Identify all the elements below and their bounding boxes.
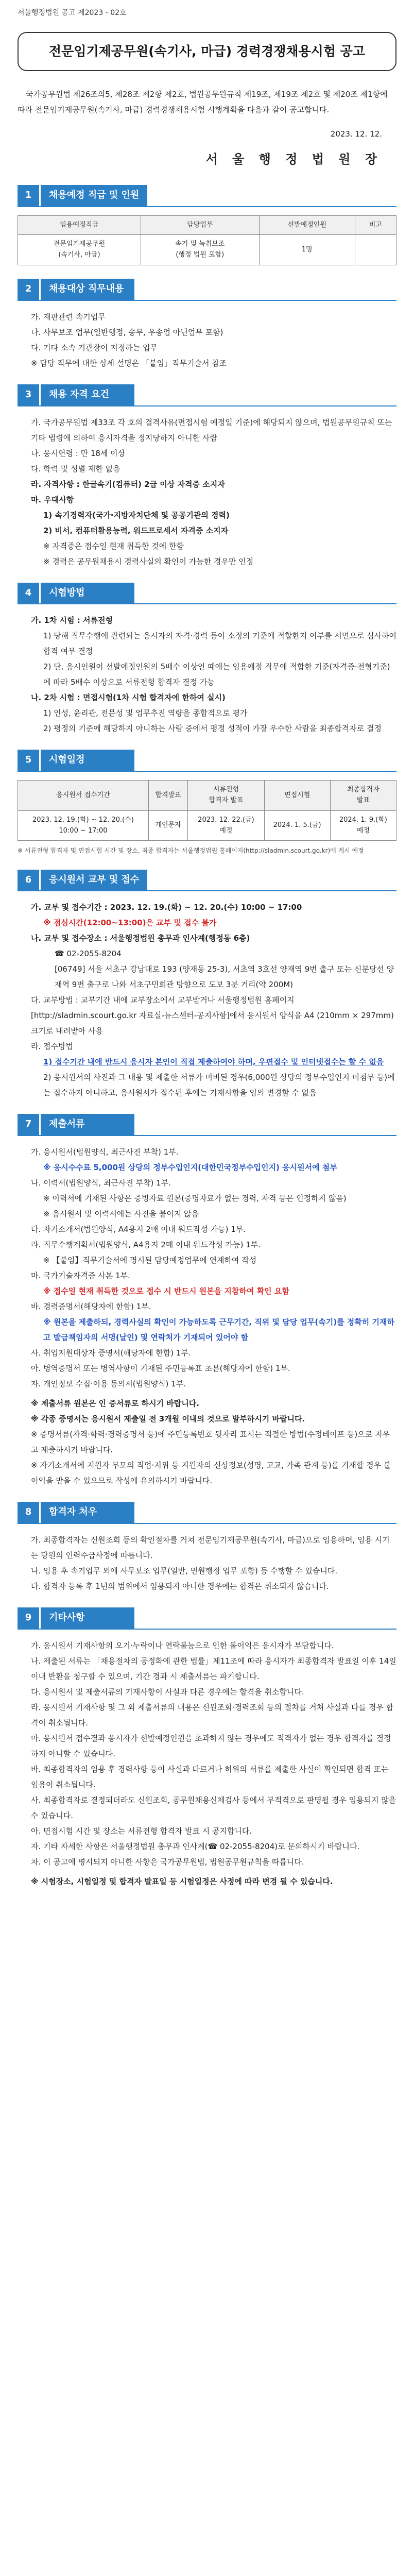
table-header: 최종합격자 발표 xyxy=(330,781,396,811)
list-item: 2) 평정의 기준에 해당하지 아니하는 사람 중에서 평정 성적이 가장 우수한 사람을 최종합격자로 결정 xyxy=(43,724,382,734)
section-title: 채용예정 직급 및 인원 xyxy=(39,185,147,206)
list-item: 나. 임용 후 속기업무 외에 사무보조 업무(일반, 민원행정 업무 포함) 등 수행할 수 있습니다. xyxy=(31,1566,338,1575)
application-list xyxy=(18,900,396,1100)
section-title: 기타사항 xyxy=(39,1607,134,1629)
treatment-list xyxy=(18,1532,396,1594)
duty-line: 가. 재판관련 속기업무 xyxy=(31,312,106,321)
list-item: 사. 취업지원대상자 증명서(해당자에 한함) 1부. xyxy=(31,1348,191,1358)
table-header: 합격발표 xyxy=(148,781,187,811)
table-header: 면접시험 xyxy=(264,781,330,811)
section-header-5 xyxy=(18,750,396,772)
section-number: 8 xyxy=(18,1502,39,1523)
list-item: 아. 병역증명서 또는 병역사항이 기재된 주민등록표 초본(해당자에 한함) 1부. xyxy=(31,1364,290,1374)
list-item: 마. 우대사항 xyxy=(31,495,74,504)
table-cell xyxy=(355,235,396,265)
list-item xyxy=(18,1392,396,1396)
list-item: 1) 인성, 윤리관, 전문성 및 업무추진 역량을 종합적으로 평가 xyxy=(43,708,248,718)
section-number: 4 xyxy=(18,583,39,604)
list-item: 라. 접수방법 xyxy=(31,1042,73,1052)
list-item: ※ 경력은 공무원채용시 경력사실의 확인이 가능한 경우만 인정 xyxy=(43,556,254,566)
list-item: 가. 국가공무원법 제33조 각 호의 결격사유(면접시험 예정일 기준)에 해당되지 않으며, 법원공무원규칙 또는 기타 법령에 의하여 응시자격을 정지당하지 아니한 사람 xyxy=(31,417,392,443)
list-item: 아. 면접시험 시간 및 장소는 서류전형 합격자 발표 시 공지합니다. xyxy=(31,1826,252,1836)
section-title: 채용 자격 요건 xyxy=(39,384,134,405)
table-header: 서류전형 합격자 발표 xyxy=(188,781,264,811)
list-item: 사. 최종합격자로 결정되더라도 신원조회, 공무원채용신체검사 등에서 부적격으로 판명될 경우 임용되지 않을 수 있습니다. xyxy=(31,1795,396,1820)
list-item: 나. 응시연령 : 만 18세 이상 xyxy=(31,448,126,458)
list-item: 다. 교부방법 : 교부기간 내에 교부장소에서 교부받거나 서울행정법원 홈페이지 [http://sladmin.scourt.go.kr 자료실-뉴스센터-공지사항]에서 응시원서 양식을 A4 (210mm × 297mm) 크기로 내려받아 사용 xyxy=(31,995,394,1036)
documents-list xyxy=(18,1144,396,1488)
section-number: 3 xyxy=(18,384,39,405)
list-item: 다. 자기소개서(법원양식, A4용지 2매 이내 워드작성 가능) 1부. xyxy=(31,1225,246,1234)
section-header-6 xyxy=(18,870,396,892)
list-item: 가. 최종합격자는 신원조회 등의 확인절차를 거쳐 전문임기제공무원(속기사, 마급)으로 임용하며, 임용 시기는 당원의 인력수급사정에 따릅니다. xyxy=(31,1535,390,1560)
section-title: 시험방법 xyxy=(39,583,134,604)
duty-line: 다. 기타 소속 기관장이 지정하는 업무 xyxy=(31,343,158,352)
list-item: 나. 이력서(법원양식, 최근사진 부착) 1부. xyxy=(31,1178,171,1188)
section-header-9 xyxy=(18,1607,396,1630)
exam-method-list xyxy=(18,613,396,736)
section-title: 채용대상 직무내용 xyxy=(39,279,134,300)
list-item: ※ 응시수수료 5,000원 상당의 정부수입인지(대한민국정부수입인지) 응시원서에 첨부 xyxy=(43,1163,337,1173)
duty-line: 나. 사무보조 업무(일반행정, 송무, 우송업 아닌업무 포함) xyxy=(31,327,223,337)
section-header-8 xyxy=(18,1502,396,1524)
list-item: 가. 교부 및 접수기간 : 2023. 12. 19.(화) ~ 12. 20.(수) 10:00 ~ 17:00 xyxy=(31,903,302,912)
schedule-note: ※ 서류전형 합격자 및 면접시험 시간 및 장소, 최종 합격자는 서울행정법원 홈페이지(http://sladmin.scourt.go.kr)에 게시 예정 xyxy=(18,847,364,855)
list-item: 마. 국가기술자격증 사본 1부. xyxy=(31,1271,130,1281)
list-item: 마. 응시원서 접수결과 응시자가 선발예정인원을 초과하지 않는 경우에도 적격자가 없는 경우 합격자를 결정하지 아니할 수 있습니다. xyxy=(31,1733,391,1758)
list-item: ※ 제출서류 원본은 인 증서류로 하시기 바랍니다. xyxy=(31,1399,199,1409)
section-title: 합격자 처우 xyxy=(39,1502,134,1523)
table-cell: 속기 및 녹취보조 (행정 법원 포함) xyxy=(141,235,259,265)
list-item: 라. 응시원서 기재사항 및 그 외 제출서류의 내용은 신원조회·경력조회 등의 절차를 거쳐 사실과 다를 경우 합격이 취소됩니다. xyxy=(31,1702,394,1727)
list-item: 다. 학력 및 성별 제한 없음 xyxy=(31,464,120,473)
section-number: 5 xyxy=(18,750,39,771)
table-cell: 1명 xyxy=(259,235,355,265)
list-item: ※ 원본을 제출하되, 경력사실의 확인이 가능하도록 근무기간, 직위 및 담당 업무(속기)를 정확히 기재하고 발급책임자의 서명(날인) 및 연락처가 기재되어 있어야 함 xyxy=(43,1317,394,1343)
section-title: 응시원서 교부 및 접수 xyxy=(39,870,147,891)
schedule-table xyxy=(18,780,396,841)
list-item: 나. 2차 시험 : 면접시험(1차 시험 합격자에 한하여 실시) xyxy=(31,693,226,703)
list-item: 바. 경력증명서(해당자에 한함) 1부. xyxy=(31,1302,151,1312)
table-cell: 개인문자 xyxy=(148,810,187,841)
list-item: [06749] 서울 서초구 강남대로 193 (양재동 25-3), 서초역 3호선 양재역 9번 출구 또는 신분당선 양재역 9번 출구로 나와 서초구민회관 방향으로 도보 3분 거리(약 200M) xyxy=(55,964,394,990)
table-cell: 2024. 1. 5.(금) xyxy=(264,810,330,841)
list-item: ※ 점심시간(12:00~13:00)은 교부 및 접수 불가 xyxy=(43,918,217,928)
list-item: ※ 시험장소, 시험일정 및 합격자 발표일 등 시험일정은 사정에 따라 변경 될 수 있습니다. xyxy=(31,1876,333,1886)
section-number: 9 xyxy=(18,1607,39,1629)
list-item: 라. 직무수행계획서(법원양식, A4용지 2매 이내 워드작성 가능) 1부. xyxy=(31,1240,261,1250)
notice-date: 2023. 12. 12. xyxy=(330,129,382,139)
list-item: ※ 【붙임】직무기술서에 명시된 담당예정업무에 연계하여 작성 xyxy=(43,1256,257,1265)
misc-list xyxy=(18,1638,396,1889)
list-item: 가. 응시원서(법원양식, 최근사진 부착) 1부. xyxy=(31,1147,179,1157)
section-number: 1 xyxy=(18,185,39,206)
list-item: ☎ 02-2055-8204 xyxy=(55,949,122,959)
notice-title: 전문임기제공무원(속기사, 마급) 경력경쟁채용시험 공고 xyxy=(18,32,396,71)
section-header-1 xyxy=(18,185,396,207)
list-item: 다. 합격자 등록 후 1년의 범위에서 임용되지 아니한 경우에는 합격은 취소되지 않습니다. xyxy=(31,1581,329,1591)
section-header-2 xyxy=(18,279,396,301)
list-item: 1) 당해 직무수행에 관련되는 응시자의 자격·경력 등이 소정의 기준에 적합한지 여부를 서면으로 심사하여 합격 여부 결정 xyxy=(43,631,396,656)
section-header-4 xyxy=(18,583,396,605)
section-number: 7 xyxy=(18,1114,39,1135)
table-header: 임용예정직급 xyxy=(18,215,141,235)
list-item xyxy=(18,1870,396,1874)
list-item: 가. 1차 시험 : 서류전형 xyxy=(31,616,113,625)
list-item: 자. 개인정보 수집·이용 동의서(법원양식) 1부. xyxy=(31,1379,186,1389)
list-item: 나. 교부 및 접수장소 : 서울행정법원 총무과 인사계(행정동 6층) xyxy=(31,934,250,943)
list-item: ※ 증명서류(자격·학력·경력증명서 등)에 주민등록번호 뒷자리 표시는 적절한 방법(수정테이프 등)으로 지우고 제출하시기 바랍니다. xyxy=(31,1430,390,1455)
section-number: 6 xyxy=(18,870,39,891)
signer: 서 울 행 정 법 원 장 xyxy=(205,152,382,167)
list-item: 다. 응시원서 및 제출서류의 기재사항이 사실과 다른 경우에는 합격을 취소합니다. xyxy=(31,1687,304,1697)
section-title: 시험일정 xyxy=(39,750,134,771)
list-item: ※ 각종 증명서는 응시원서 제출일 전 3개월 이내의 것으로 발부하시기 바랍니다. xyxy=(31,1414,305,1424)
table-header: 비고 xyxy=(355,215,396,235)
recruitment-table xyxy=(18,215,396,265)
table-cell: 2023. 12. 19.(화) ~ 12. 20.(수) 10:00 ~ 17:00 xyxy=(18,810,149,841)
list-item: 바. 최종합격자의 임용 후 경력사항 등이 사실과 다르거나 허위의 서류를 제출한 사실이 확인되면 합격 또는 임용이 취소됩니다. xyxy=(31,1764,389,1789)
list-item: 1) 접수기간 내에 반드시 응시자 본인이 직접 제출하여야 하며, 우편접수 및 인터넷접수는 할 수 없음 xyxy=(43,1057,384,1067)
list-item: 라. 자격사항 : 한글속기(컴퓨터) 2급 이상 자격증 소지자 xyxy=(31,479,225,489)
section-header-7 xyxy=(18,1114,396,1136)
list-item: ※ 이력서에 기재된 사항은 증빙자료 원본(증명자료가 없는 경력, 자격 등은 인정하지 않음) xyxy=(43,1194,347,1204)
duty-note: ※ 담당 직무에 대한 상세 설명은 「붙임」직무기술서 참조 xyxy=(31,358,227,368)
table-cell: 2023. 12. 22.(금) 예정 xyxy=(188,810,264,841)
section-header-3 xyxy=(18,384,396,406)
document-number: 서울행정법원 공고 제2023 - 02호 xyxy=(18,9,127,17)
list-item: ※ 응시원서 및 이력서에는 사진을 붙이지 않음 xyxy=(43,1209,199,1219)
table-header: 담당업무 xyxy=(141,215,259,235)
list-item: 나. 제출된 서류는 「채용절차의 공정화에 관한 법률」제11조에 따라 응시자가 최종합격자 발표일 이후 14일 이내 반환을 청구할 수 있으며, 기간 경과 시 제출서류는 파기합니다. xyxy=(31,1656,396,1681)
intro-paragraph: 국가공무원법 제26조의5, 제28조 제2항 제2호, 법원공무원규칙 제19조, 제19조 제2호 및 제20조 제1항에 따라 전문임기제공무원(속기사, 마급) 경력경쟁채용시험 시행계획을 다음과 같이 공고합니다. xyxy=(18,90,388,115)
list-item: 2) 단, 응시인원이 선발예정인원의 5배수 이상인 때에는 임용예정 직무에 적합한 기준(자격증·전형기준)에 따라 5배수 이상으로 서류전형 합격자 결정 가능 xyxy=(43,662,390,687)
list-item: 1) 속기경력자(국가·지방자치단체 및 공공기관의 경력) xyxy=(43,510,230,520)
section-title: 제출서류 xyxy=(39,1114,134,1135)
list-item: ※ 접수일 현재 취득한 것으로 접수 시 반드시 원본을 지참하여 확인 요함 xyxy=(43,1286,289,1296)
table-cell: 전문임기제공무원 (속기사, 마급) xyxy=(18,235,141,265)
section-number: 2 xyxy=(18,279,39,300)
list-item: 차. 이 공고에 명시되지 아니한 사항은 국가공무원법, 법원공무원규칙을 따릅니다. xyxy=(31,1857,304,1867)
list-item: ※ 자기소개서에 지원자 부모의 직업·지위 등 지원자의 신상정보(성명, 고교, 가족 관계 등)를 기재할 경우 불이익을 받을 수 있으므로 작성에 유의하시기 바랍니다. xyxy=(31,1461,391,1486)
list-item: ※ 자격증은 접수일 현재 취득한 것에 한함 xyxy=(43,541,184,551)
table-cell: 2024. 1. 9.(화) 예정 xyxy=(330,810,396,841)
list-item: 2) 응시원서의 사진과 그 내용 및 제출한 서류가 미비된 경우(6,000원 상당의 정부수입인지 미첨부 등)에는 접수하지 아니하고, 응시원서가 접수된 후에는 기재사항을 임의 변경할 수 없음 xyxy=(43,1073,395,1098)
table-header: 응시원서 접수기간 xyxy=(18,781,149,811)
list-item: 자. 기타 자세한 사항은 서울행정법원 총무과 인사계(☎ 02-2055-8204)로 문의하시기 바랍니다. xyxy=(31,1841,360,1851)
qualification-list xyxy=(18,415,396,569)
list-item: 가. 응시원서 기재사항의 오기·누락이나 연락불능으로 인한 불이익은 응시자가 부담합니다. xyxy=(31,1640,334,1650)
list-item: 2) 비서, 컴퓨터활용능력, 워드프로세서 자격증 소지자 xyxy=(43,526,229,535)
table-header: 선발예정인원 xyxy=(259,215,355,235)
